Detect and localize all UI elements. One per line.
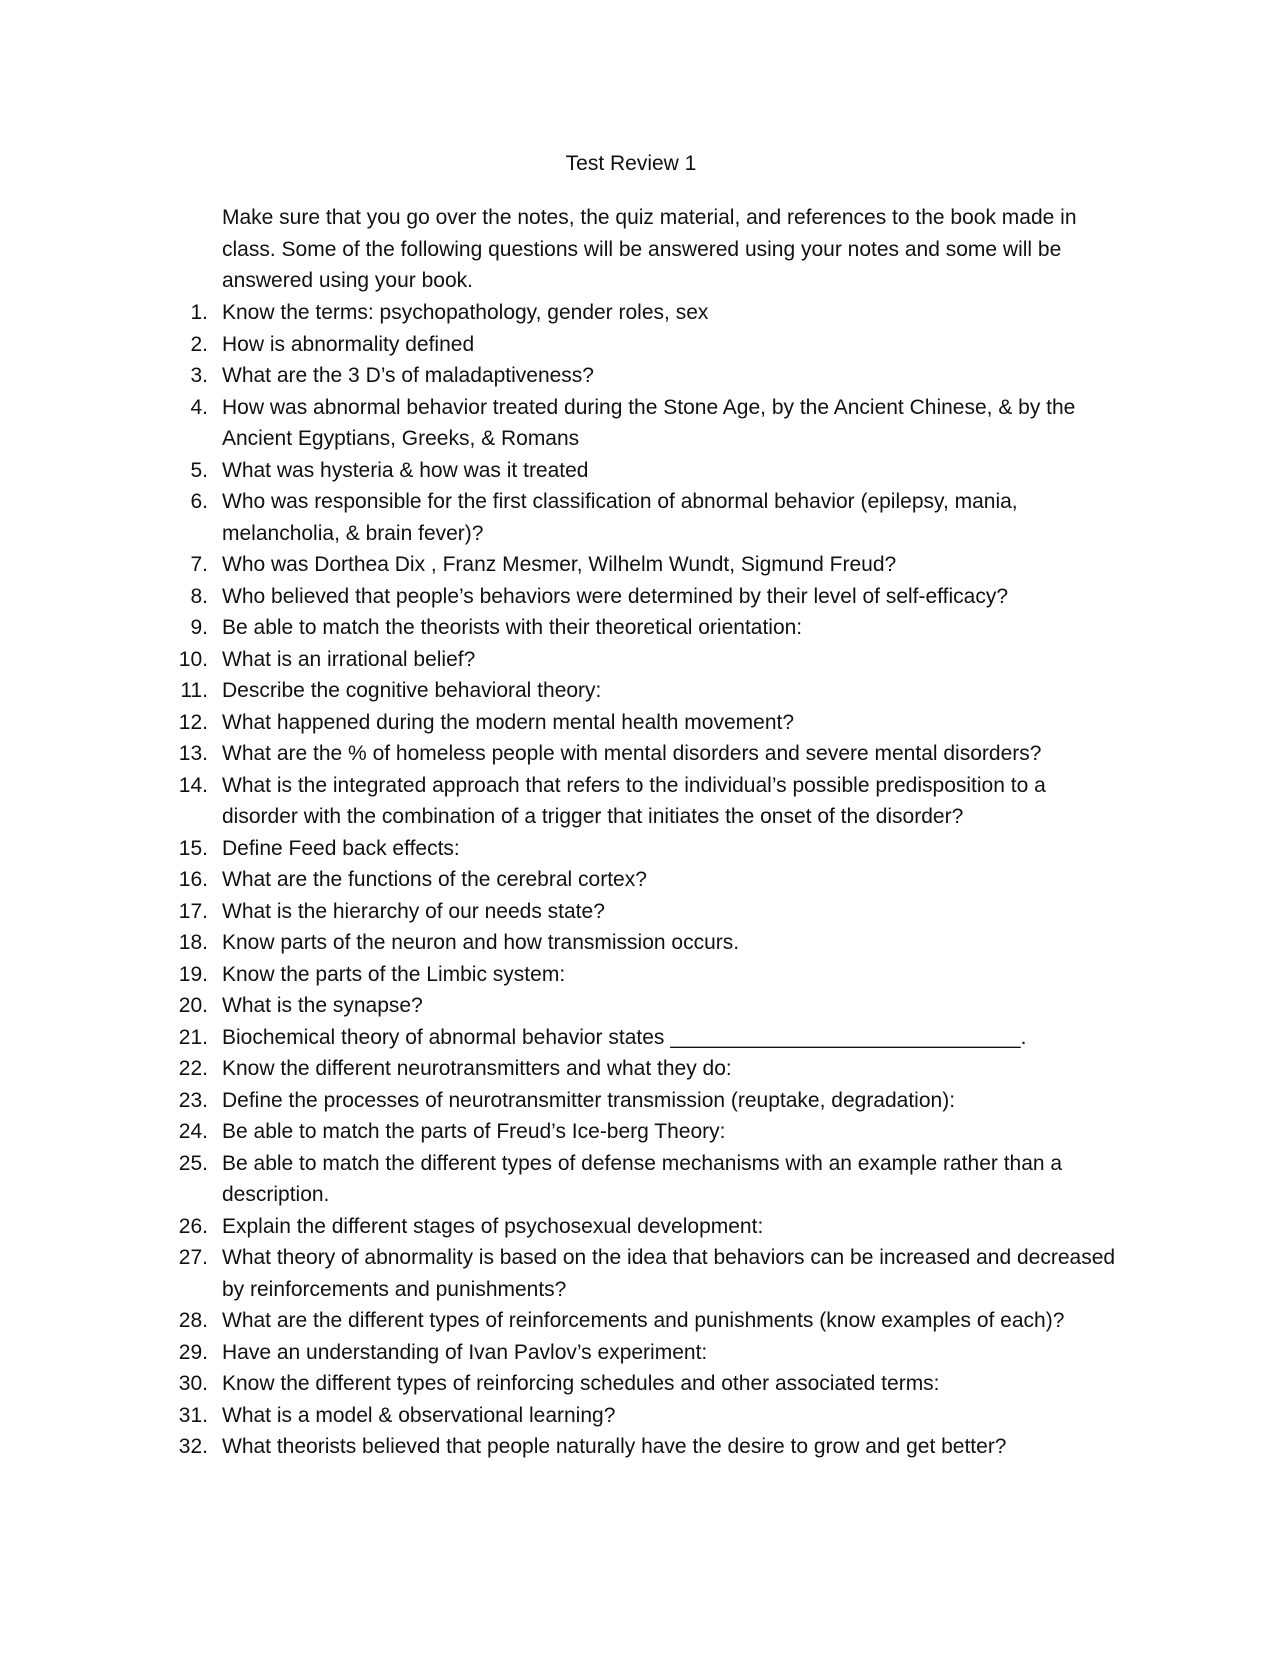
question-number: 22.: [178, 1057, 208, 1080]
question-number: 23.: [178, 1088, 208, 1112]
question-text: Biochemical theory of abnormal behavior states ______________________________.: [222, 1025, 1027, 1049]
question-text: Have an understanding of Ivan Pavlov’s experiment:: [222, 1340, 708, 1364]
question-number: 24.: [178, 1120, 208, 1143]
question-item: [0, 644, 1122, 676]
question-item: [0, 833, 1122, 865]
question-item: [0, 1400, 1122, 1432]
question-number: 29.: [178, 1340, 208, 1364]
question-item: [0, 1022, 1122, 1054]
question-item: [0, 990, 1122, 1022]
question-item: [0, 864, 1122, 896]
question-item: [0, 1148, 1122, 1211]
question-item: [0, 770, 1122, 833]
question-number: 13.: [178, 742, 208, 765]
question-text: Know the terms: psychopathology, gender roles, sex: [222, 301, 709, 324]
question-number: 31.: [178, 1403, 208, 1427]
question-number: 11.: [180, 679, 208, 702]
question-number: 19.: [178, 962, 208, 986]
question-item: [0, 1116, 1122, 1148]
question-text: Know the parts of the Limbic system:: [222, 962, 566, 986]
question-number: 6.: [190, 490, 208, 513]
question-item: [0, 455, 1122, 487]
question-item: [0, 581, 1122, 613]
question-number: 32.: [178, 1435, 208, 1458]
question-text: What is the hierarchy of our needs state?: [222, 899, 605, 923]
question-number: 17.: [178, 899, 208, 923]
question-item: [0, 1305, 1122, 1337]
question-text: Know parts of the neuron and how transmission occurs.: [222, 931, 740, 954]
question-number: 27.: [178, 1246, 208, 1269]
intro-paragraph: Make sure that you go over the notes, the quiz material, and references to the book made in class. Some of the following questions will be answered using your notes and some will be answered using your book.: [222, 206, 1077, 292]
question-text: What are the functions of the cerebral cortex?: [222, 868, 647, 891]
question-item: [0, 1431, 1122, 1463]
question-text: Who was responsible for the first classification of abnormal behavior (epilepsy, mania, melancholia, & brain fever)?: [222, 490, 1018, 545]
question-number: 8.: [190, 584, 208, 608]
question-text: Who was Dorthea Dix , Franz Mesmer, Wilhelm Wundt, Sigmund Freud?: [222, 553, 897, 576]
question-item: [0, 675, 1122, 707]
question-item: [0, 1337, 1122, 1369]
document-title: Test Review 1: [565, 152, 697, 175]
question-text: Describe the cognitive behavioral theory:: [222, 679, 602, 702]
question-item: [0, 486, 1122, 549]
question-text: Define Feed back effects:: [222, 836, 460, 860]
question-item: [0, 738, 1122, 770]
question-number: 5.: [190, 458, 208, 482]
question-item: [0, 392, 1122, 455]
question-item: [0, 1211, 1122, 1243]
question-text: Who believed that people’s behaviors were determined by their level of self-efficacy?: [222, 584, 1008, 608]
question-item: [0, 329, 1122, 361]
question-number: 30.: [178, 1372, 208, 1395]
question-item: [0, 1085, 1122, 1117]
question-number: 16.: [178, 868, 208, 891]
question-text: What is a model & observational learning?: [222, 1403, 616, 1427]
question-text: What theory of abnormality is based on the idea that behaviors can be increased and decreased by reinforcements and punishments?: [222, 1246, 1116, 1301]
question-text: What is the synapse?: [222, 994, 423, 1017]
question-number: 9.: [190, 616, 208, 639]
question-number: 3.: [190, 364, 208, 387]
question-number: 7.: [190, 553, 208, 576]
question-item: [0, 297, 1122, 329]
question-text: What was hysteria & how was it treated: [222, 458, 589, 482]
question-text: What are the % of homeless people with mental disorders and severe mental disorders?: [222, 742, 1042, 765]
question-text: What are the 3 D’s of maladaptiveness?: [222, 364, 594, 387]
question-number: 18.: [178, 931, 208, 954]
question-number: 28.: [178, 1309, 208, 1332]
question-item: [0, 896, 1122, 928]
question-number: 21.: [178, 1025, 208, 1049]
question-item: [0, 549, 1122, 581]
question-item: [0, 927, 1122, 959]
question-text: Know the different types of reinforcing schedules and other associated terms:: [222, 1372, 940, 1395]
question-text: How is abnormality defined: [222, 332, 475, 356]
question-number: 2.: [190, 332, 208, 356]
question-text: Be able to match the theorists with their theoretical orientation:: [222, 616, 803, 639]
question-item: [0, 959, 1122, 991]
question-item: [0, 1242, 1122, 1305]
question-number: 1.: [190, 301, 208, 324]
question-text: What is an irrational belief?: [222, 647, 476, 671]
question-item: [0, 1368, 1122, 1400]
question-text: Explain the different stages of psychosexual development:: [222, 1214, 764, 1238]
question-text: Know the different neurotransmitters and what they do:: [222, 1057, 732, 1080]
question-number: 12.: [178, 710, 208, 734]
question-text: Define the processes of neurotransmitter transmission (reuptake, degradation):: [222, 1088, 956, 1112]
question-number: 10.: [178, 647, 208, 671]
question-item: [0, 360, 1122, 392]
question-text: What are the different types of reinforcements and punishments (know examples of each)?: [222, 1309, 1065, 1332]
question-list: [0, 297, 1280, 1463]
question-text: Be able to match the parts of Freud’s Ice-berg Theory:: [222, 1120, 726, 1143]
question-number: 25.: [178, 1151, 208, 1175]
question-text: Be able to match the different types of defense mechanisms with an example rather than a description.: [222, 1151, 1063, 1206]
question-item: [0, 1053, 1122, 1085]
question-text: What theorists believed that people naturally have the desire to grow and get better?: [222, 1435, 1007, 1458]
question-item: [0, 707, 1122, 739]
question-number: 14.: [178, 773, 208, 797]
question-item: [0, 612, 1122, 644]
question-number: 4.: [190, 395, 208, 419]
question-number: 20.: [178, 994, 208, 1017]
question-text: What happened during the modern mental health movement?: [222, 710, 795, 734]
question-text: How was abnormal behavior treated during the Stone Age, by the Ancient Chinese, & by the Ancient Egyptians, Greeks, & Romans: [222, 395, 1076, 450]
question-number: 15.: [178, 836, 208, 860]
question-text: What is the integrated approach that refers to the individual’s possible predisposition to a disorder with the combination of a trigger that initiates the onset of the disorder?: [222, 773, 1046, 828]
question-number: 26.: [178, 1214, 208, 1238]
